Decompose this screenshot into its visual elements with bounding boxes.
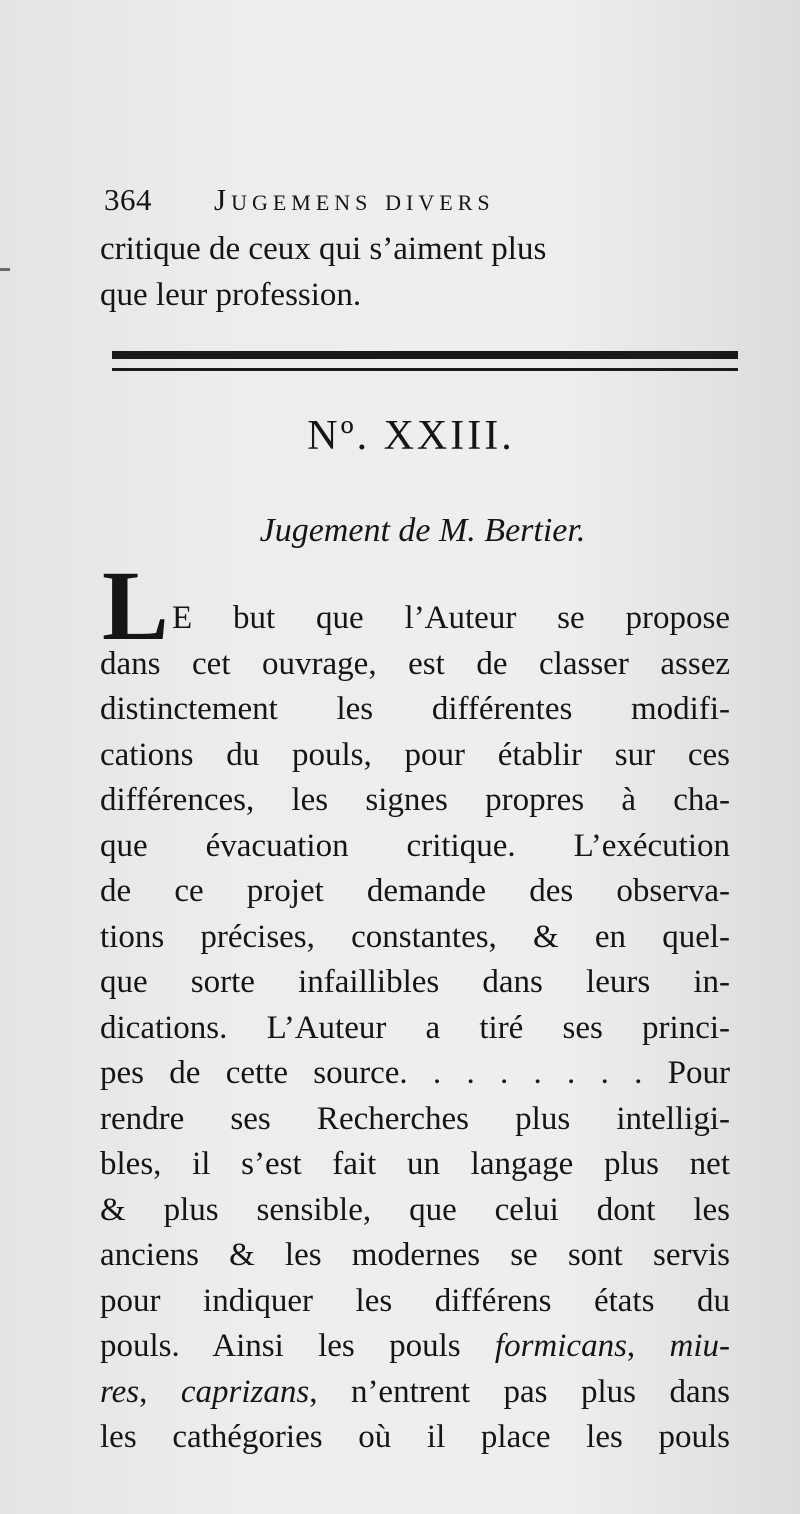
section-rule-thick: [112, 351, 738, 359]
text-line-mixed: [100, 1324, 730, 1370]
italic-term: formicans: [494, 1328, 627, 1364]
page-number: 364: [104, 182, 152, 217]
text-line: tions précises, constantes, & en quel-: [100, 918, 730, 955]
text-line: que évacuation critique. L’exécution: [100, 827, 730, 864]
text-segment: ,: [139, 1373, 181, 1410]
text-line: critique de ceux qui s’aiment plus: [100, 231, 547, 267]
italic-term: res: [100, 1373, 140, 1410]
text-line: les cathégories où il place les pouls: [100, 1419, 730, 1455]
italic-term: miu-: [669, 1328, 730, 1364]
running-title: Jugemens divers: [214, 182, 495, 217]
text-line: dications. L’Auteur a tiré ses princi-: [100, 1009, 730, 1046]
text-line: bles, il s’est fait un langage plus net: [100, 1146, 730, 1182]
text-line: que leur profession.: [100, 277, 362, 313]
text-line: de ce projet demande des observa-: [100, 873, 730, 909]
text-line: distinctement les différentes modifi-: [100, 691, 730, 727]
text-line: que sorte infaillibles dans leurs in-: [100, 964, 730, 1000]
text-line: anciens & les modernes se sont servis: [100, 1237, 730, 1273]
text-line-mixed: [100, 1370, 730, 1416]
text-line: cations du pouls, pour établir sur ces: [100, 736, 730, 773]
text-segment: , n’entrent pas plus dans: [309, 1373, 731, 1410]
section-title: Jugement de M. Bertier.: [259, 512, 586, 549]
text-line: pes de cette source. . . . . . . . Pour: [100, 1055, 730, 1091]
italic-term: caprizans: [180, 1373, 310, 1410]
body-text: [100, 596, 730, 1461]
text-line: pour indiquer les différens états du: [100, 1282, 730, 1319]
text-line: dans cet ouvrage, est de classer assez: [100, 645, 730, 682]
text-line: E but que l’Auteur se propose: [172, 600, 730, 636]
text-line: rendre ses Recherches plus intelligi-: [100, 1100, 730, 1137]
page-edge-mark: [0, 268, 10, 271]
section-rule-thin: [112, 368, 738, 371]
text-line: & plus sensible, que celui dont les: [100, 1191, 730, 1228]
text-segment: pouls. Ainsi les pouls: [100, 1328, 495, 1364]
text-segment: ,: [626, 1328, 670, 1364]
drop-cap: L: [102, 550, 169, 661]
carry-over-text: [100, 226, 740, 318]
page-header: [104, 182, 744, 224]
section-number: Nº. XXIII.: [307, 413, 515, 459]
text-line: différences, les signes propres à cha-: [100, 782, 730, 818]
